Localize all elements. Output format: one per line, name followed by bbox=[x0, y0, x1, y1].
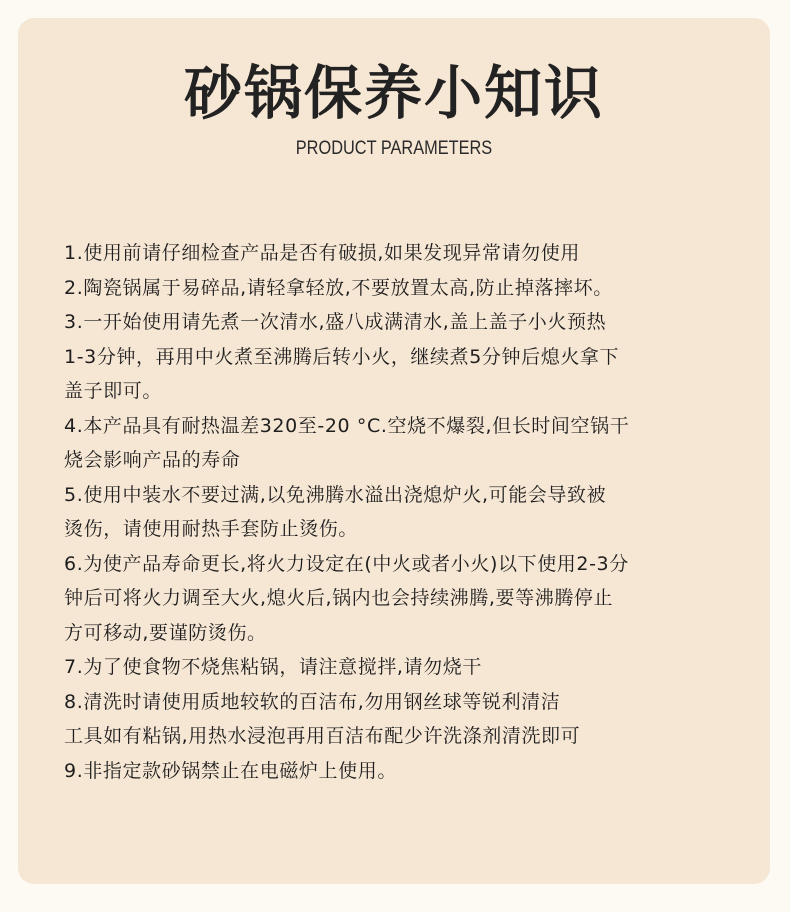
content-card bbox=[18, 18, 770, 884]
instruction-line: 4.本产品具有耐热温差320至-20 °C.空烧不爆裂,但长时间空锅干 bbox=[64, 414, 630, 437]
instruction-line: 烧会影响产品的寿命 bbox=[64, 449, 241, 471]
care-instructions-list bbox=[64, 236, 754, 788]
instruction-line: 3.一开始使用请先煮一次清水,盛八成满清水,盖上盖子小火预热 bbox=[64, 311, 607, 333]
instruction-line: 8.清洗时请使用质地较软的百洁布,勿用钢丝球等锐利清洁 bbox=[64, 690, 561, 713]
instruction-line: 6.为使产品寿命更长,将火力设定在(中火或者小火)以下使用2-3分 bbox=[64, 552, 629, 575]
instruction-line: 工具如有粘锅,用热水浸泡再用百洁布配少许洗涤剂清洗即可 bbox=[64, 725, 581, 747]
instruction-line: 1.使用前请仔细检查产品是否有破损,如果发现异常请勿使用 bbox=[64, 242, 580, 264]
instruction-line: 盖子即可。 bbox=[64, 380, 163, 402]
instruction-line: 7.为了使食物不烧焦粘锅，请注意搅拌,请勿烧干 bbox=[64, 656, 482, 678]
instruction-line: 2.陶瓷锅属于易碎品,请轻拿轻放,不要放置太高,防止掉落摔坏。 bbox=[64, 276, 613, 299]
instruction-line: 1-3分钟，再用中火煮至沸腾后转小火，继续煮5分钟后熄火拿下 bbox=[64, 345, 620, 368]
instruction-line: 方可移动,要谨防烫伤。 bbox=[64, 621, 267, 644]
instruction-line: 5.使用中装水不要过满,以免沸腾水溢出浇熄炉火,可能会导致被 bbox=[64, 483, 607, 506]
page-title: 砂锅保养小知识 bbox=[183, 59, 604, 127]
instruction-line: 9.非指定款砂锅禁止在电磁炉上使用。 bbox=[64, 759, 397, 782]
page-subtitle: PRODUCT PARAMETERS bbox=[295, 138, 493, 159]
instruction-line: 烫伤，请使用耐热手套防止烫伤。 bbox=[64, 518, 359, 540]
instruction-line: 钟后可将火力调至大火,熄火后,锅内也会持续沸腾,要等沸腾停止 bbox=[64, 587, 614, 609]
